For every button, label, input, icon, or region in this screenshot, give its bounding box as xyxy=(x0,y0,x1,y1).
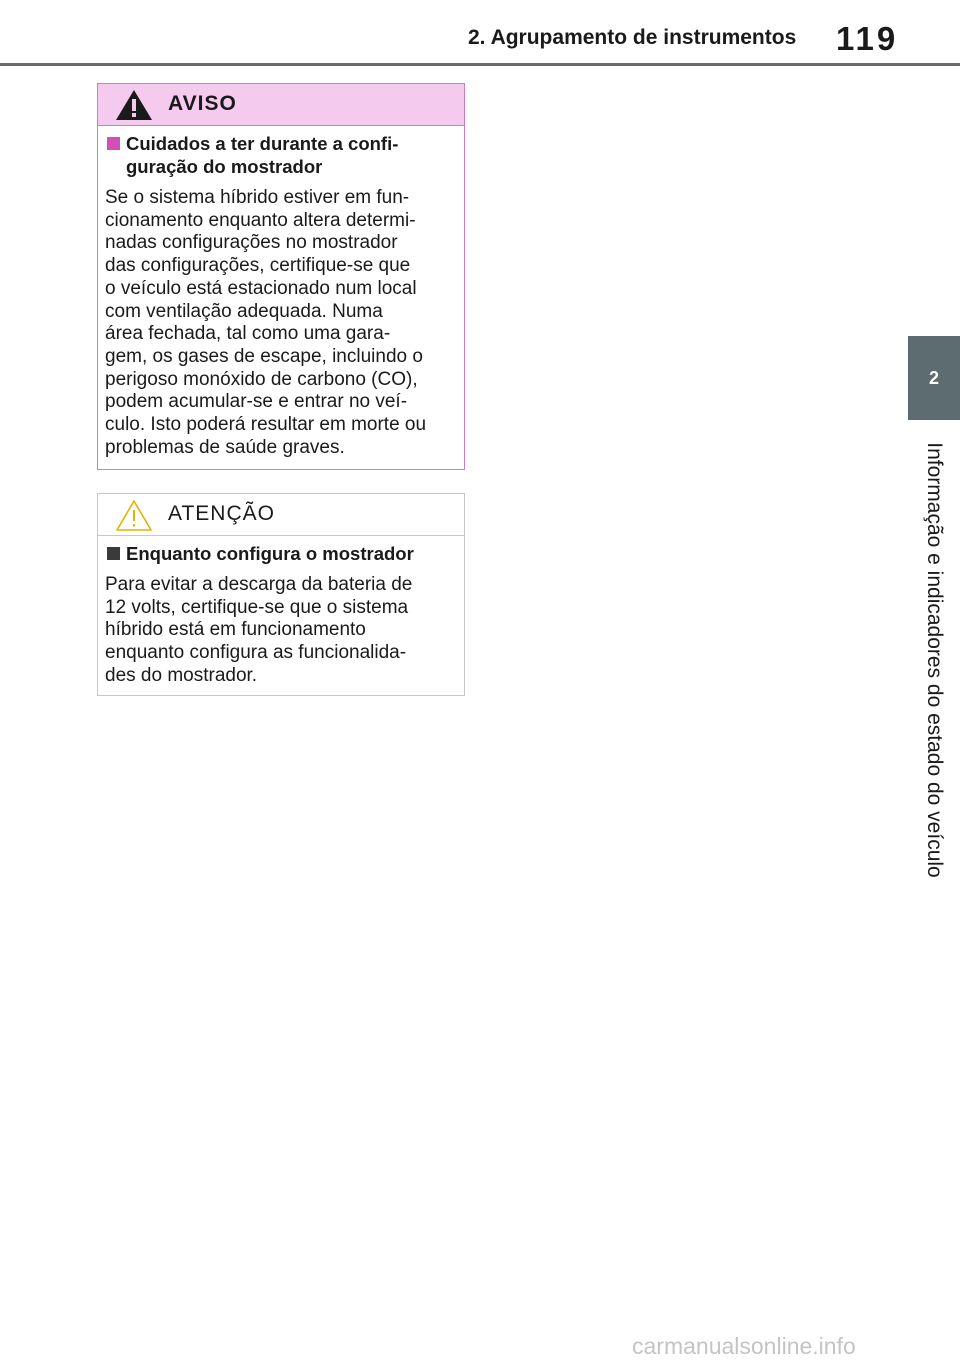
text-line: com ventilação adequada. Numa xyxy=(105,300,383,322)
square-bullet-icon xyxy=(107,137,120,150)
caution-label: ATENÇÃO xyxy=(168,502,275,525)
section-title: 2. Agrupamento de instrumentos xyxy=(468,26,797,49)
text-line: perigoso monóxido de carbono (CO), xyxy=(105,368,418,390)
header-divider xyxy=(0,63,960,66)
text-line: Para evitar a descarga da bateria de xyxy=(105,574,413,595)
caution-box-header xyxy=(98,494,464,536)
text-line: o veículo está estacionado num local xyxy=(105,277,417,299)
caution-subheading-text: Enquanto configura o mostrador xyxy=(126,543,414,564)
text-line: Se o sistema híbrido estiver em fun- xyxy=(105,187,410,208)
caution-subheading xyxy=(105,542,456,565)
text-line: gem, os gases de escape, incluindo o xyxy=(105,345,423,367)
chapter-tab xyxy=(908,336,960,420)
warning-label: AVISO xyxy=(168,92,237,115)
warning-subheading xyxy=(105,132,456,178)
caution-box xyxy=(97,493,465,696)
text-line: enquanto configura as funcionalida- xyxy=(105,642,407,664)
page-number: 119 xyxy=(836,20,899,57)
warning-box-header xyxy=(98,84,464,126)
text-line: podem acumular-se e entrar no veí- xyxy=(105,391,408,413)
warning-box xyxy=(97,83,465,470)
text-line: des do mostrador. xyxy=(105,664,258,686)
caution-triangle-icon xyxy=(114,498,154,532)
text-line: nadas configurações no mostrador xyxy=(105,232,398,254)
warning-subheading-line: Cuidados a ter durante a confi- xyxy=(126,133,399,154)
warning-paragraph xyxy=(105,187,456,459)
text-line: das configurações, certifique-se que xyxy=(105,255,411,277)
caution-paragraph xyxy=(105,574,456,688)
watermark: carmanualsonline.info xyxy=(632,1333,856,1359)
text-line: híbrido está em funcionamento xyxy=(105,619,366,641)
warning-triangle-icon xyxy=(114,88,154,122)
text-line: 12 volts, certifique-se que o sistema xyxy=(105,596,409,618)
square-bullet-icon xyxy=(107,547,120,560)
chapter-title-vertical: Informação e indicadores do estado do veículo xyxy=(923,442,946,878)
warning-subheading-line: guração do mostrador xyxy=(126,156,323,177)
text-line: área fechada, tal como uma gara- xyxy=(105,323,391,345)
text-line: culo. Isto poderá resultar em morte ou xyxy=(105,414,427,436)
chapter-number: 2 xyxy=(928,367,939,388)
text-line: problemas de saúde graves. xyxy=(105,436,345,458)
text-line: cionamento enquanto altera determi- xyxy=(105,209,416,231)
